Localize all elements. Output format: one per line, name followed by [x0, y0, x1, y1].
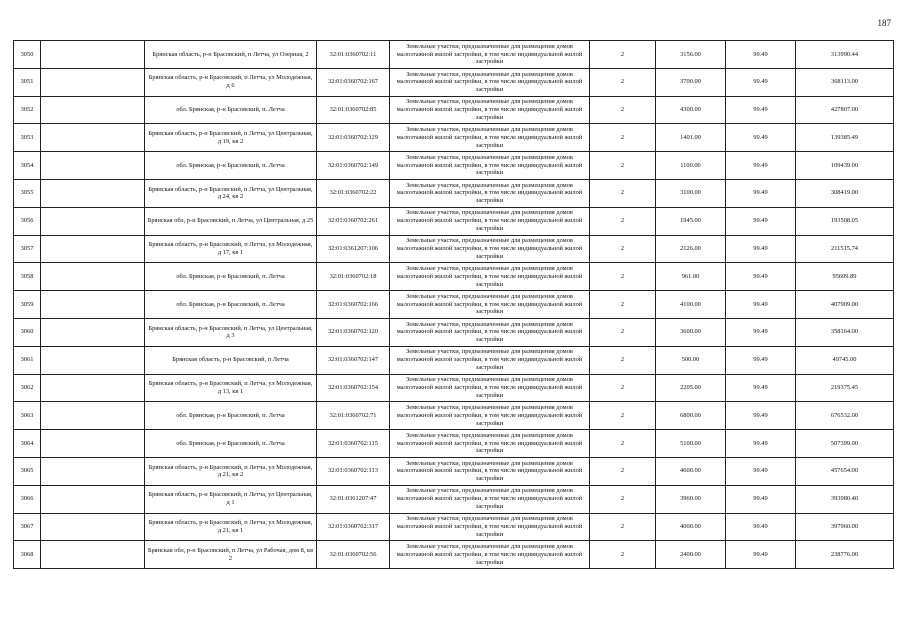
cell-cadastral-value: 313990.44 — [796, 41, 894, 69]
table-row — [14, 541, 894, 569]
table-row — [14, 235, 894, 263]
cell-rate: 99.49 — [726, 152, 796, 180]
cell-cadastral-number: 32:01:0361207:47 — [317, 485, 390, 513]
cell-area: 2400.00 — [656, 541, 726, 569]
cell-cadastral-number: 32:01:0360702:11 — [317, 41, 390, 69]
cell-number: 3062 — [14, 374, 41, 402]
table-row — [14, 457, 894, 485]
cell-cadastral-value: 358164.00 — [796, 318, 894, 346]
table-body — [14, 41, 894, 569]
cell-rate: 99.49 — [726, 374, 796, 402]
table-row — [14, 485, 894, 513]
cell-area: 3700.00 — [656, 68, 726, 96]
cell-area: 5100.00 — [656, 430, 726, 458]
cell-area: 4100.00 — [656, 291, 726, 319]
cell-cadastral-number: 32:01:0360702:149 — [317, 152, 390, 180]
cell-land-use: Земельные участки, предназначенные для размещения домов малоэтажной жилой застройки, в том числе индивидуальной жилой застройки — [390, 513, 590, 541]
cell-land-use: Земельные участки, предназначенные для размещения домов малоэтажной жилой застройки, в том числе индивидуальной жилой застройки — [390, 346, 590, 374]
table-row — [14, 402, 894, 430]
cell-cadastral-value: 49745.00 — [796, 346, 894, 374]
cell-category: 2 — [590, 41, 656, 69]
cell-cadastral-value: 193508.05 — [796, 207, 894, 235]
cell-area: 3600.00 — [656, 318, 726, 346]
cell-address: Брянская область, р-н Брасовский, п Летча, ул Центральная, д 3 — [145, 318, 317, 346]
cell-area: 3100.00 — [656, 179, 726, 207]
cell-cadastral-number: 32:01:0360702:147 — [317, 346, 390, 374]
cell-cadastral-number: 32:01:0360702:85 — [317, 96, 390, 124]
cell-cadastral-value: 95609.89 — [796, 263, 894, 291]
cell-category: 2 — [590, 124, 656, 152]
cell-land-use: Земельные участки, предназначенные для размещения домов малоэтажной жилой застройки, в том числе индивидуальной жилой застройки — [390, 430, 590, 458]
cell-land-use: Земельные участки, предназначенные для размещения домов малоэтажной жилой застройки, в том числе индивидуальной жилой застройки — [390, 235, 590, 263]
cell-number: 3060 — [14, 318, 41, 346]
cell-address: Брянская область, р-н Брасовский, п Летча, ул Молодежная, д 21, кв 2 — [145, 457, 317, 485]
cell-address: обл. Брянская, р-н Брасовский, п. Летча — [145, 263, 317, 291]
cell-category: 2 — [590, 402, 656, 430]
cell-cadastral-value: 393980.40 — [796, 485, 894, 513]
cell-rate: 99.49 — [726, 541, 796, 569]
cell-category: 2 — [590, 291, 656, 319]
cell-empty — [41, 96, 145, 124]
cell-category: 2 — [590, 457, 656, 485]
cell-number: 3056 — [14, 207, 41, 235]
cell-address: Брянская область, р-н Брасовский, п Летча, ул Центральная, д 24, кв 2 — [145, 179, 317, 207]
cell-number: 3064 — [14, 430, 41, 458]
table-row — [14, 291, 894, 319]
cell-cadastral-number: 32:01:0360702:71 — [317, 402, 390, 430]
cell-empty — [41, 457, 145, 485]
cell-area: 6800.00 — [656, 402, 726, 430]
cell-cadastral-number: 32:01:0360702:166 — [317, 291, 390, 319]
cell-rate: 99.49 — [726, 318, 796, 346]
cell-empty — [41, 41, 145, 69]
cell-area: 2205.00 — [656, 374, 726, 402]
cell-empty — [41, 318, 145, 346]
cell-address: Брянская область, р-н Брасовский, п Летча, ул Молодежная, д 6 — [145, 68, 317, 96]
cell-rate: 99.49 — [726, 207, 796, 235]
cell-cadastral-value: 397960.00 — [796, 513, 894, 541]
cell-land-use: Земельные участки, предназначенные для размещения домов малоэтажной жилой застройки, в том числе индивидуальной жилой застройки — [390, 263, 590, 291]
cell-rate: 99.49 — [726, 235, 796, 263]
table-row — [14, 263, 894, 291]
cell-address: Брянская область, р-н Брасовский, п Летча, ул Центральная, д 1 — [145, 485, 317, 513]
cell-rate: 99.49 — [726, 513, 796, 541]
cell-empty — [41, 513, 145, 541]
cell-category: 2 — [590, 68, 656, 96]
cell-cadastral-number: 32:01:0360702:115 — [317, 430, 390, 458]
table-row — [14, 318, 894, 346]
cell-empty — [41, 346, 145, 374]
cell-empty — [41, 402, 145, 430]
cell-cadastral-value: 676532.00 — [796, 402, 894, 430]
cell-land-use: Земельные участки, предназначенные для размещения домов малоэтажной жилой застройки, в том числе индивидуальной жилой застройки — [390, 68, 590, 96]
cell-number: 3054 — [14, 152, 41, 180]
table-row — [14, 68, 894, 96]
cell-number: 3065 — [14, 457, 41, 485]
cell-rate: 99.49 — [726, 346, 796, 374]
cell-category: 2 — [590, 430, 656, 458]
cell-category: 2 — [590, 179, 656, 207]
cell-empty — [41, 485, 145, 513]
cell-area: 2126.00 — [656, 235, 726, 263]
cell-empty — [41, 124, 145, 152]
cell-category: 2 — [590, 513, 656, 541]
cell-number: 3055 — [14, 179, 41, 207]
table-row — [14, 124, 894, 152]
cell-cadastral-value: 109439.00 — [796, 152, 894, 180]
cell-cadastral-value: 219375.45 — [796, 374, 894, 402]
cell-category: 2 — [590, 541, 656, 569]
table-row — [14, 430, 894, 458]
cell-address: обл. Брянская, р-н Брасовский, п. Летча — [145, 96, 317, 124]
cell-category: 2 — [590, 263, 656, 291]
cell-category: 2 — [590, 485, 656, 513]
cell-number: 3061 — [14, 346, 41, 374]
cell-rate: 99.49 — [726, 263, 796, 291]
cell-area: 1945.00 — [656, 207, 726, 235]
cell-number: 3063 — [14, 402, 41, 430]
cell-land-use: Земельные участки, предназначенные для размещения домов малоэтажной жилой застройки, в том числе индивидуальной жилой застройки — [390, 402, 590, 430]
table-row — [14, 346, 894, 374]
cell-cadastral-number: 32:01:0360702:22 — [317, 179, 390, 207]
cell-number: 3053 — [14, 124, 41, 152]
cell-cadastral-value: 407909.00 — [796, 291, 894, 319]
cell-cadastral-number: 32:01:0360702:317 — [317, 513, 390, 541]
cell-cadastral-value: 427807.00 — [796, 96, 894, 124]
cell-rate: 99.49 — [726, 402, 796, 430]
cell-cadastral-value: 139385.49 — [796, 124, 894, 152]
table-row — [14, 374, 894, 402]
cell-empty — [41, 430, 145, 458]
cell-area: 1401.00 — [656, 124, 726, 152]
cell-rate: 99.49 — [726, 41, 796, 69]
cell-cadastral-number: 32:01:0360702:167 — [317, 68, 390, 96]
cell-empty — [41, 235, 145, 263]
cell-land-use: Земельные участки, предназначенные для размещения домов малоэтажной жилой застройки, в том числе индивидуальной жилой застройки — [390, 291, 590, 319]
table-row — [14, 152, 894, 180]
cell-number: 3051 — [14, 68, 41, 96]
cell-land-use: Земельные участки, предназначенные для размещения домов малоэтажной жилой застройки, в том числе индивидуальной жилой застройки — [390, 318, 590, 346]
cell-area: 4000.00 — [656, 513, 726, 541]
cell-empty — [41, 68, 145, 96]
cell-empty — [41, 541, 145, 569]
land-registry-table — [13, 40, 894, 569]
table-row — [14, 207, 894, 235]
cell-cadastral-number: 32:01:0360702:129 — [317, 124, 390, 152]
cell-category: 2 — [590, 318, 656, 346]
cell-address: обл. Брянская, р-н Брасовский, п. Летча — [145, 402, 317, 430]
cell-rate: 99.49 — [726, 485, 796, 513]
table-row — [14, 96, 894, 124]
cell-category: 2 — [590, 374, 656, 402]
table-row — [14, 513, 894, 541]
cell-rate: 99.49 — [726, 124, 796, 152]
cell-area: 3156.00 — [656, 41, 726, 69]
cell-land-use: Земельные участки, предназначенные для размещения домов малоэтажной жилой застройки, в том числе индивидуальной жилой застройки — [390, 124, 590, 152]
cell-category: 2 — [590, 235, 656, 263]
cell-cadastral-value: 211515.74 — [796, 235, 894, 263]
cell-rate: 99.49 — [726, 68, 796, 96]
table-row — [14, 41, 894, 69]
table-row — [14, 179, 894, 207]
cell-number: 3068 — [14, 541, 41, 569]
cell-land-use: Земельные участки, предназначенные для размещения домов малоэтажной жилой застройки, в том числе индивидуальной жилой застройки — [390, 179, 590, 207]
cell-cadastral-number: 32:01:0361207:106 — [317, 235, 390, 263]
cell-empty — [41, 179, 145, 207]
cell-address: Брянская область, р-н Брасовский, п Летча, ул Озерная, 2 — [145, 41, 317, 69]
cell-number: 3057 — [14, 235, 41, 263]
cell-land-use: Земельные участки, предназначенные для размещения домов малоэтажной жилой застройки, в том числе индивидуальной жилой застройки — [390, 207, 590, 235]
cell-land-use: Земельные участки, предназначенные для размещения домов малоэтажной жилой застройки, в том числе индивидуальной жилой застройки — [390, 457, 590, 485]
cell-area: 4300.00 — [656, 96, 726, 124]
cell-rate: 99.49 — [726, 291, 796, 319]
cell-number: 3067 — [14, 513, 41, 541]
cell-category: 2 — [590, 207, 656, 235]
cell-cadastral-number: 32:01:0360702:154 — [317, 374, 390, 402]
cell-empty — [41, 291, 145, 319]
cell-address: Брянская область, р-н Брасовский, п Летча, ул Центральная, д 19, кв 2 — [145, 124, 317, 152]
cell-rate: 99.49 — [726, 96, 796, 124]
cell-empty — [41, 263, 145, 291]
cell-number: 3066 — [14, 485, 41, 513]
cell-cadastral-value: 457654.00 — [796, 457, 894, 485]
cell-category: 2 — [590, 96, 656, 124]
cell-area: 3960.00 — [656, 485, 726, 513]
cell-address: обл. Брянская, р-н Брасовский, п. Летча — [145, 152, 317, 180]
cell-land-use: Земельные участки, предназначенные для размещения домов малоэтажной жилой застройки, в том числе индивидуальной жилой застройки — [390, 152, 590, 180]
cell-cadastral-value: 507399.00 — [796, 430, 894, 458]
cell-area: 1100.00 — [656, 152, 726, 180]
cell-cadastral-value: 238776.00 — [796, 541, 894, 569]
cell-cadastral-value: 368113.00 — [796, 68, 894, 96]
cell-number: 3052 — [14, 96, 41, 124]
cell-address: Брянская область, р-н Брасовский, п Летча, ул Молодежная, д 21, кв 1 — [145, 513, 317, 541]
cell-number: 3058 — [14, 263, 41, 291]
page-number: 187 — [877, 18, 891, 28]
cell-empty — [41, 374, 145, 402]
cell-cadastral-number: 32:01:0360702:56 — [317, 541, 390, 569]
cell-number: 3050 — [14, 41, 41, 69]
cell-address: обл. Брянская, р-н Брасовский, п. Летча — [145, 430, 317, 458]
cell-land-use: Земельные участки, предназначенные для размещения домов малоэтажной жилой застройки, в том числе индивидуальной жилой застройки — [390, 485, 590, 513]
cell-rate: 99.49 — [726, 430, 796, 458]
cell-rate: 99.49 — [726, 179, 796, 207]
cell-address: Брянская область, р-н Брасовский, п Летча — [145, 346, 317, 374]
cell-land-use: Земельные участки, предназначенные для размещения домов малоэтажной жилой застройки, в том числе индивидуальной жилой застройки — [390, 374, 590, 402]
cell-rate: 99.49 — [726, 457, 796, 485]
cell-cadastral-number: 32:01:0360702:120 — [317, 318, 390, 346]
cell-area: 4600.00 — [656, 457, 726, 485]
cell-area: 961.00 — [656, 263, 726, 291]
cell-empty — [41, 207, 145, 235]
cell-land-use: Земельные участки, предназначенные для размещения домов малоэтажной жилой застройки, в том числе индивидуальной жилой застройки — [390, 96, 590, 124]
cell-category: 2 — [590, 152, 656, 180]
cell-land-use: Земельные участки, предназначенные для размещения домов малоэтажной жилой застройки, в том числе индивидуальной жилой застройки — [390, 541, 590, 569]
cell-address: Брянская область, р-н Брасовский, п Летча, ул Молодежная, д 13, кв 1 — [145, 374, 317, 402]
cell-area: 500.00 — [656, 346, 726, 374]
cell-address: Брянская область, р-н Брасовский, п Летча, ул Молодежная, д 17, кв 1 — [145, 235, 317, 263]
cell-number: 3059 — [14, 291, 41, 319]
cell-cadastral-number: 32:01:0360702:113 — [317, 457, 390, 485]
cell-cadastral-number: 32:01:0360702:261 — [317, 207, 390, 235]
cell-address: Брянская обл, р-н Брасовский, п Летча, ул Рабочая, дом 8, кв 2 — [145, 541, 317, 569]
cell-empty — [41, 152, 145, 180]
cell-address: обл. Брянская, р-н Брасовский, п. Летча — [145, 291, 317, 319]
cell-address: Брянская обл, р-н Брасовский, п Летча, ул Центральная, д 25 — [145, 207, 317, 235]
cell-category: 2 — [590, 346, 656, 374]
cell-cadastral-value: 308419.00 — [796, 179, 894, 207]
cell-cadastral-number: 32:01:0360702:18 — [317, 263, 390, 291]
cell-land-use: Земельные участки, предназначенные для размещения домов малоэтажной жилой застройки, в том числе индивидуальной жилой застройки — [390, 41, 590, 69]
